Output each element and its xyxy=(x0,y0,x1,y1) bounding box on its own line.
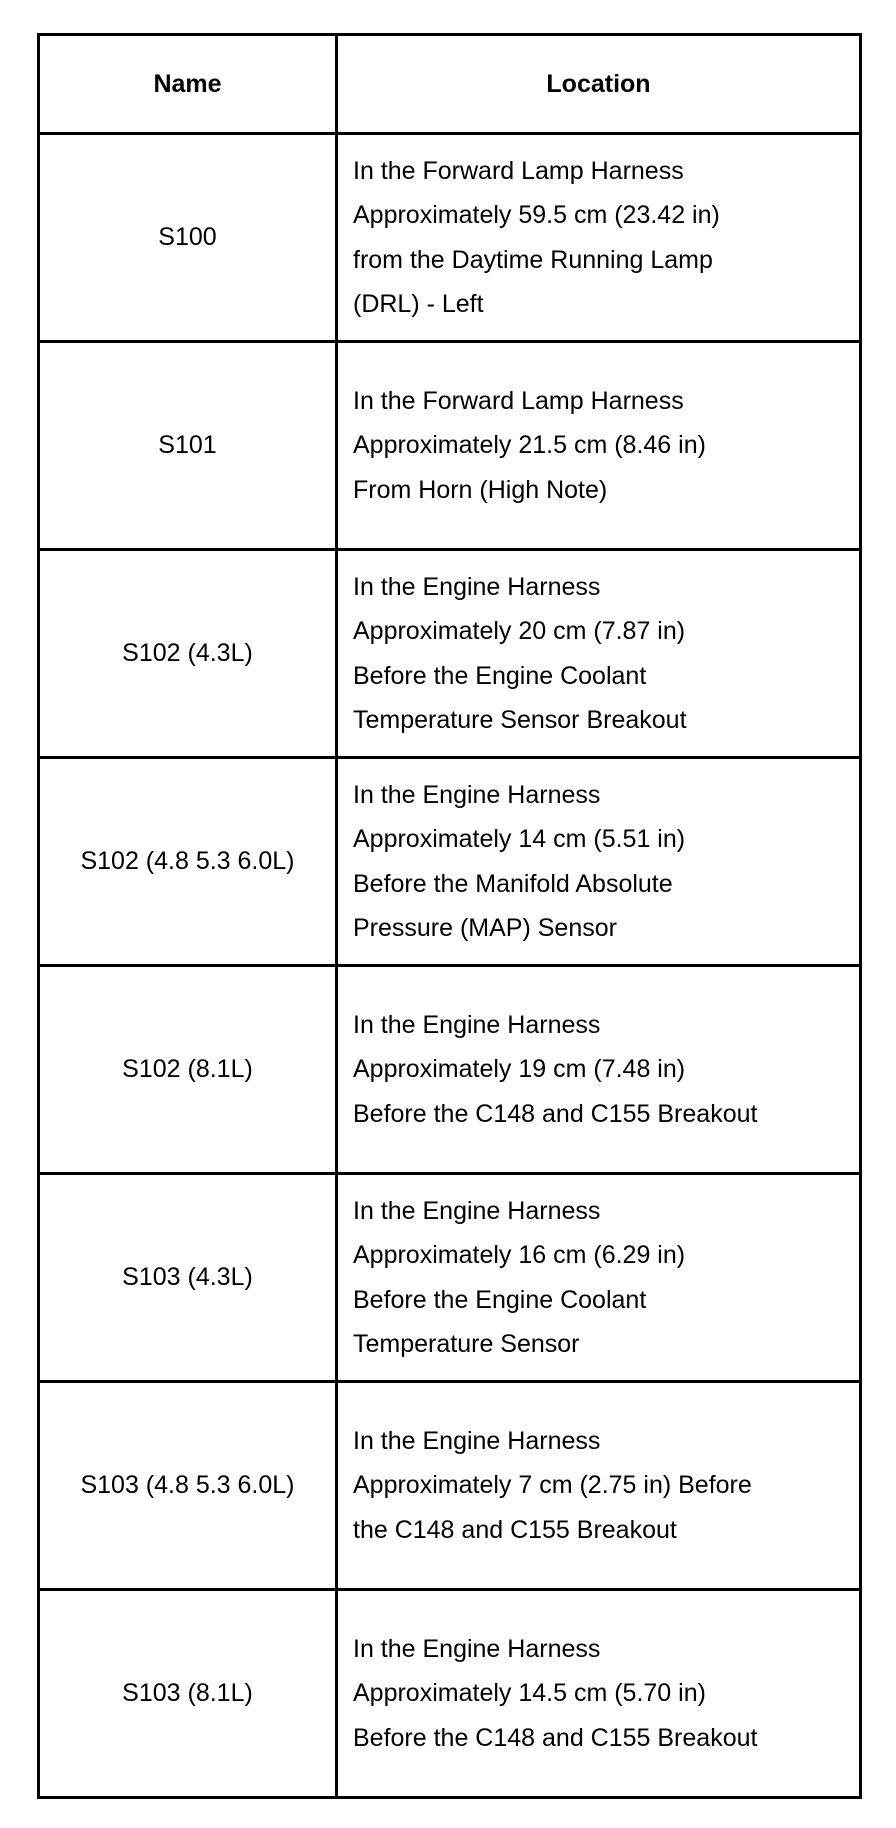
splice-location-cell xyxy=(337,550,861,758)
splice-location-cell xyxy=(337,342,861,550)
location-line: Temperature Sensor Breakout xyxy=(353,706,687,734)
location-line: In the Forward Lamp Harness xyxy=(353,156,684,185)
location-line: Approximately 14 cm (5.51 in) xyxy=(353,825,686,853)
location-line: Approximately 20 cm (7.87 in) xyxy=(353,617,686,645)
table-row xyxy=(39,134,861,342)
name-column-header: Name xyxy=(39,35,337,134)
location-line: from the Daytime Running Lamp xyxy=(353,245,713,274)
splice-location-cell xyxy=(337,966,861,1174)
table-row xyxy=(39,342,861,550)
location-line: Before the C148 and C155 Breakout xyxy=(353,1099,758,1128)
location-line: Before the Manifold Absolute xyxy=(353,869,673,898)
table-header-row xyxy=(39,35,861,134)
location-line: (DRL) - Left xyxy=(353,290,484,318)
table-row xyxy=(39,1382,861,1590)
location-line: the C148 and C155 Breakout xyxy=(353,1515,677,1544)
table-row xyxy=(39,966,861,1174)
splice-location-cell xyxy=(337,1174,861,1382)
location-column-header: Location xyxy=(337,35,861,134)
splice-name-cell: S102 (4.3L) xyxy=(39,550,337,758)
location-line: Before the Engine Coolant xyxy=(353,661,647,690)
splice-name-cell: S102 (4.8 5.3 6.0L) xyxy=(39,758,337,966)
splice-location-table xyxy=(37,33,862,1799)
table-row xyxy=(39,1174,861,1382)
splice-location-cell xyxy=(337,1590,861,1798)
location-line: In the Engine Harness xyxy=(353,1010,601,1039)
location-line: Approximately 16 cm (6.29 in) xyxy=(353,1241,686,1269)
splice-location-cell xyxy=(337,1382,861,1590)
location-line: Approximately 14.5 cm (5.70 in) xyxy=(353,1679,706,1708)
splice-location-cell xyxy=(337,134,861,342)
location-line: In the Engine Harness xyxy=(353,1196,601,1225)
location-line: In the Engine Harness xyxy=(353,572,601,601)
location-line: Approximately 19 cm (7.48 in) xyxy=(353,1055,686,1084)
splice-name-cell: S103 (4.8 5.3 6.0L) xyxy=(39,1382,337,1590)
table-body xyxy=(39,134,861,1798)
location-line: Pressure (MAP) Sensor xyxy=(353,914,617,942)
location-line: Approximately 59.5 cm (23.42 in) xyxy=(353,201,720,229)
location-line: Before the Engine Coolant xyxy=(353,1285,647,1314)
splice-name-cell: S103 (8.1L) xyxy=(39,1590,337,1798)
splice-name-cell: S100 xyxy=(39,134,337,342)
splice-name-cell: S102 (8.1L) xyxy=(39,966,337,1174)
splice-name-cell: S101 xyxy=(39,342,337,550)
splice-name-cell: S103 (4.3L) xyxy=(39,1174,337,1382)
location-line: In the Forward Lamp Harness xyxy=(353,386,684,415)
table-row xyxy=(39,1590,861,1798)
table-row xyxy=(39,550,861,758)
location-line: From Horn (High Note) xyxy=(353,475,608,504)
table-row xyxy=(39,758,861,966)
location-line: Before the C148 and C155 Breakout xyxy=(353,1723,758,1752)
location-line: Approximately 7 cm (2.75 in) Before xyxy=(353,1471,752,1500)
location-line: Approximately 21.5 cm (8.46 in) xyxy=(353,431,706,460)
location-line: In the Engine Harness xyxy=(353,1426,601,1455)
location-line: In the Engine Harness xyxy=(353,780,601,809)
splice-location-cell xyxy=(337,758,861,966)
location-line: In the Engine Harness xyxy=(353,1634,601,1663)
location-line: Temperature Sensor xyxy=(353,1330,580,1358)
